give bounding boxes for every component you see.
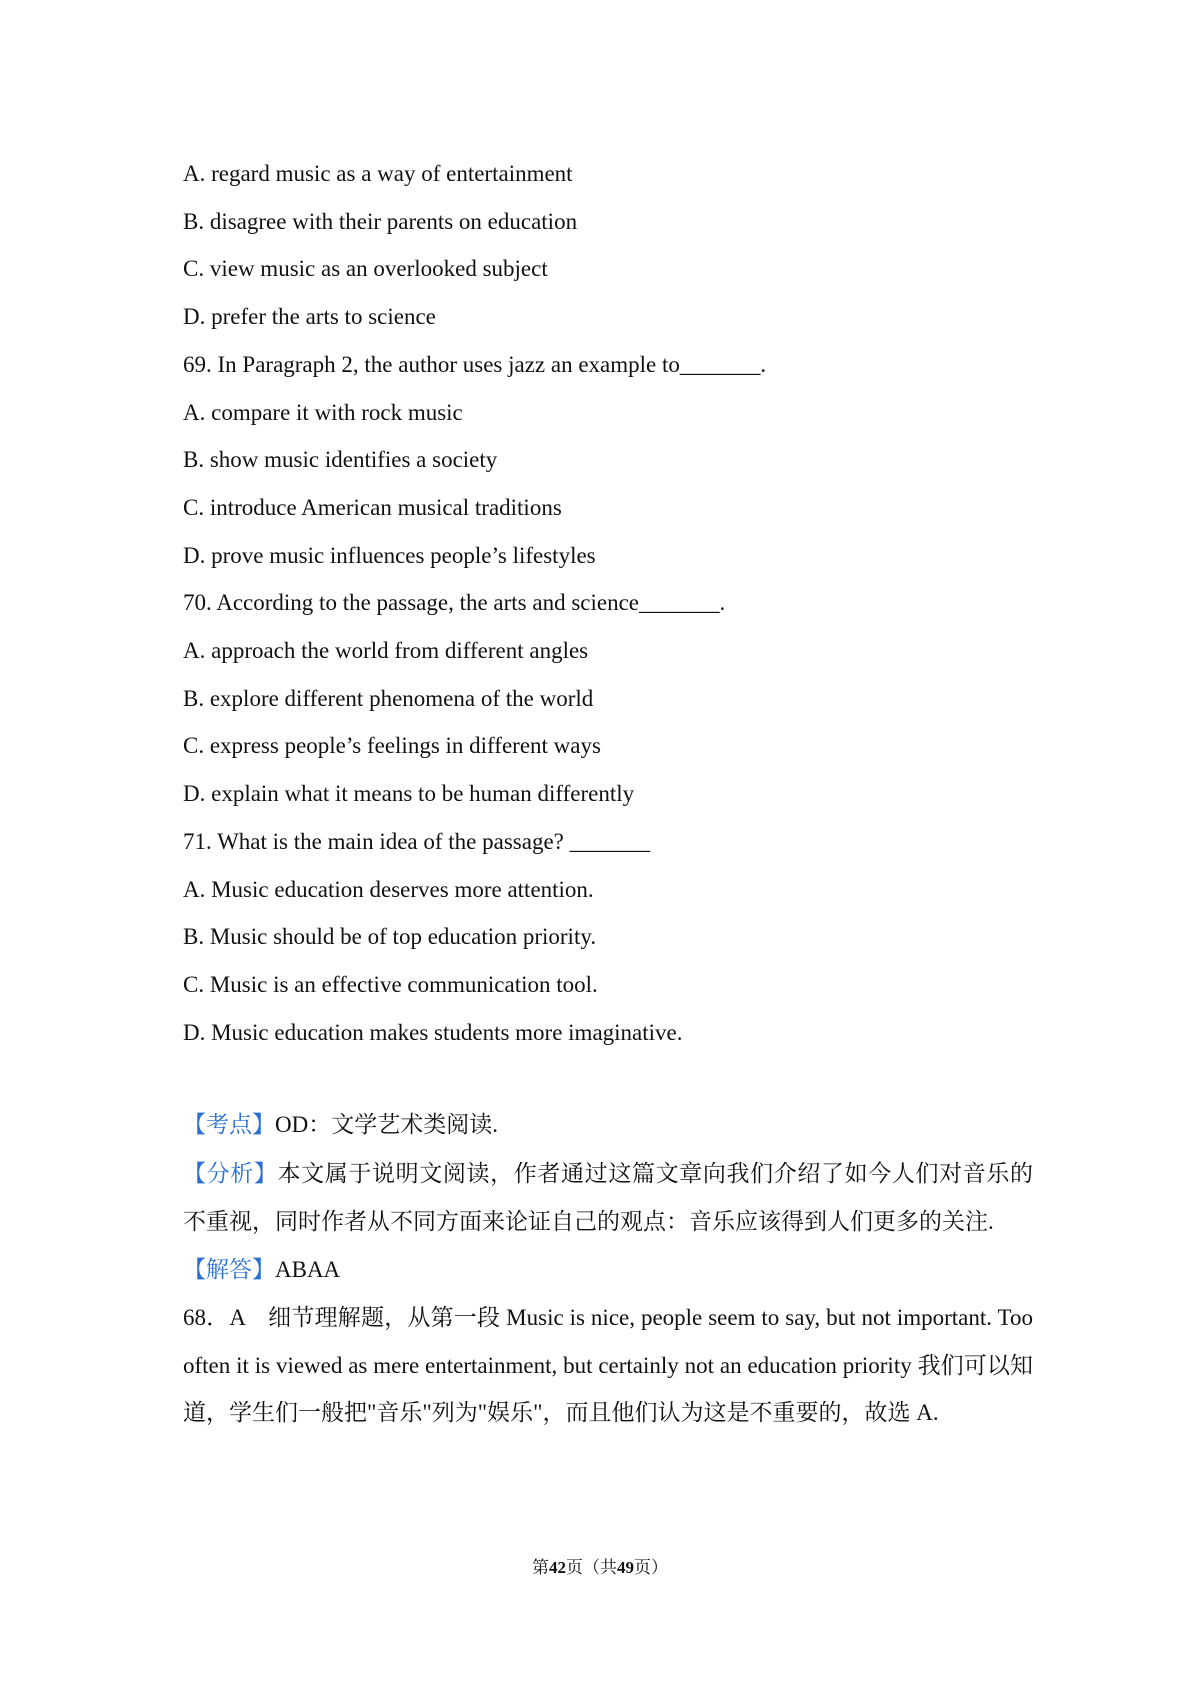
- fenxi-paragraph: [183, 1150, 1033, 1246]
- option-69-d: D. prove music influences people’s lifestyles: [183, 542, 596, 568]
- jieda-text: ABAA: [275, 1256, 341, 1282]
- page-content: [183, 150, 1033, 1437]
- fenxi-tag: 【分析】: [183, 1160, 278, 1187]
- option-68-d: D. prefer the arts to science: [183, 304, 436, 330]
- option-68-b: B. disagree with their parents on education: [183, 208, 578, 234]
- option-69-a: A. compare it with rock music: [183, 399, 463, 425]
- fenxi-text: 本文属于说明文阅读，作者通过这篇文章向我们介绍了如今人们对音乐的不重视，同时作者从不同方面来论证自己的观点：音乐应该得到人们更多的关注.: [183, 1160, 1034, 1235]
- jieda-paragraph: [183, 1246, 1033, 1295]
- page-footer: [0, 1556, 1200, 1580]
- jieda-tag: 【解答】: [183, 1256, 275, 1283]
- option-71-a: A. Music education deserves more attention.: [183, 876, 594, 902]
- option-70-a: A. approach the world from different angles: [183, 638, 589, 664]
- kaodian-tag: 【考点】: [183, 1112, 275, 1139]
- option-70-d: D. explain what it means to be human differently: [183, 781, 635, 807]
- footer-suffix: 页）: [634, 1558, 668, 1577]
- question-70-stem: 70. According to the passage, the arts and science_______.: [183, 590, 726, 616]
- footer-middle: 页（共: [566, 1558, 617, 1577]
- kaodian-text: OD：文学艺术类阅读.: [275, 1112, 498, 1138]
- question-71-stem: 71. What is the main idea of the passage? _______: [183, 828, 651, 854]
- option-69-b: B. show music identifies a society: [183, 447, 498, 473]
- footer-page-number: 42: [549, 1558, 566, 1577]
- footer-prefix: 第: [532, 1558, 549, 1577]
- section-gap: [183, 1056, 1033, 1101]
- option-71-b: B. Music should be of top education priority.: [183, 924, 597, 950]
- option-68-a: A. regard music as a way of entertainment: [183, 161, 573, 186]
- option-70-b: B. explore different phenomena of the world: [183, 685, 594, 711]
- option-71-d: D. Music education makes students more imaginative.: [183, 1019, 683, 1045]
- option-71-c: C. Music is an effective communication tool.: [183, 971, 598, 997]
- kaodian-paragraph: [183, 1101, 1033, 1150]
- option-68-c: C. view music as an overlooked subject: [183, 256, 548, 282]
- footer-total-pages: 49: [617, 1558, 634, 1577]
- question-69-stem: 69. In Paragraph 2, the author uses jazz an example to_______.: [183, 351, 767, 377]
- option-70-c: C. express people’s feelings in different ways: [183, 733, 601, 759]
- explanation-68: 68．A 细节理解题，从第一段 Music is nice, people seem to say, but not important. Too often it is viewed as mere entertainment, but certainly not an education priority 我们可以知道，学生们一般把"音乐"列为"娱乐"，而且他们认为这是不重要的，故选 A.: [183, 1305, 1033, 1426]
- option-69-c: C. introduce American musical traditions: [183, 494, 562, 520]
